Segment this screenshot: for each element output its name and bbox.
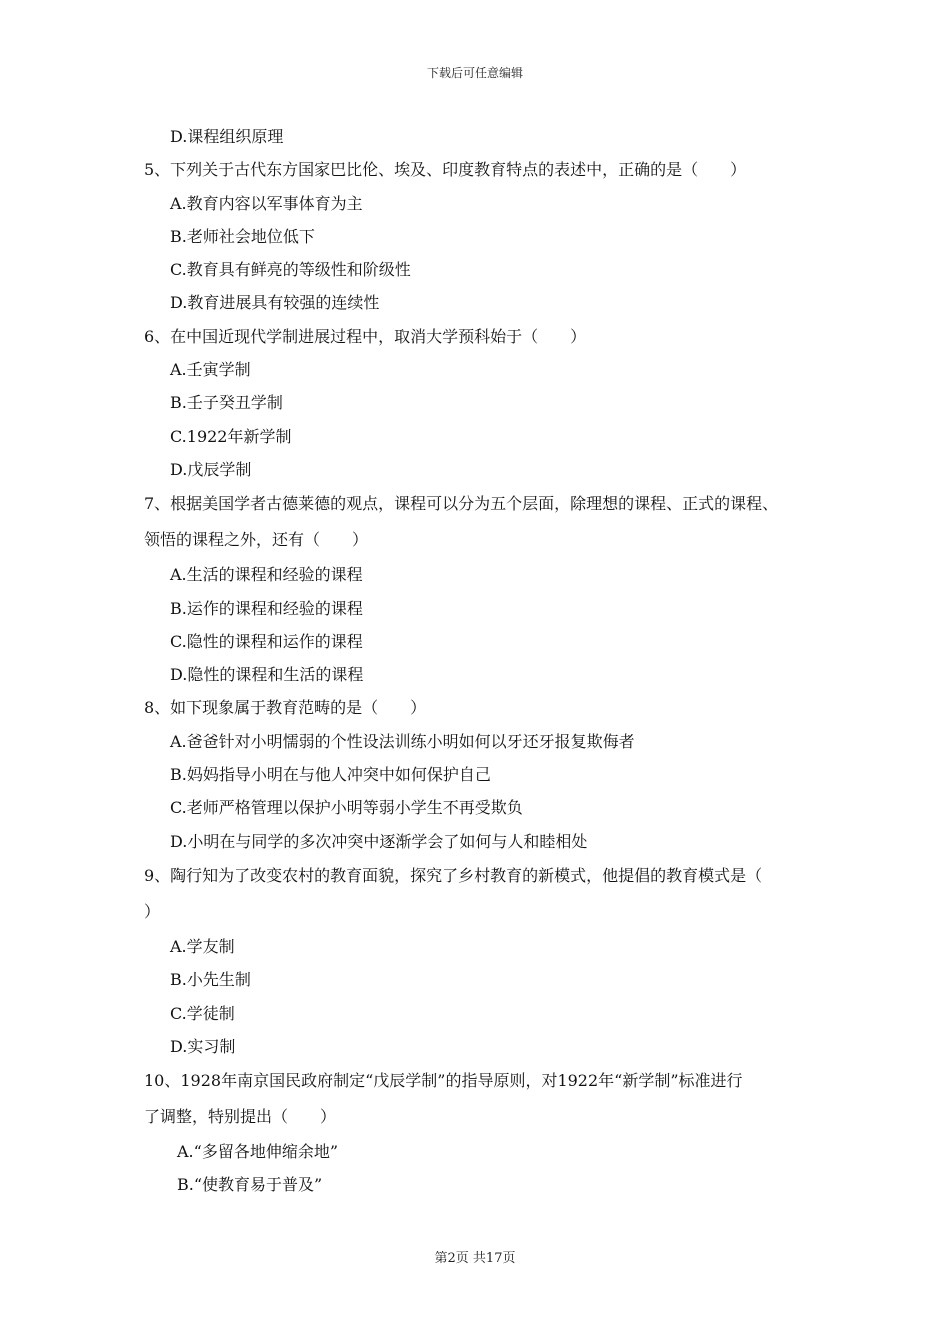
option-text: A.学友制 [170, 936, 235, 956]
page-header: 下载后可任意编辑 [426, 66, 523, 80]
option-text: B.壬子癸丑学制 [170, 393, 283, 413]
document-body [0, 120, 950, 1202]
option-text: D.实习制 [170, 1036, 236, 1056]
option-text: A.“多留各地伸缩余地” [177, 1142, 339, 1162]
option-text: B.老师社会地位低下 [170, 226, 315, 246]
option-text: B.小先生制 [170, 970, 251, 990]
option-text: C.教育具有鲜亮的等级性和阶级性 [170, 260, 411, 280]
question-text: 10、1928年南京国民政府制定“戊辰学制”的指导原则，对1922年“新学制”标准进行 [144, 1071, 743, 1091]
question-text: ） [144, 901, 161, 921]
option-text: A.生活的课程和经验的课程 [170, 565, 363, 585]
question-text: 领悟的课程之外，还有（ ） [144, 530, 369, 550]
option-text: A.教育内容以军事体育为主 [170, 193, 363, 213]
option-text: D.戊辰学制 [170, 459, 252, 479]
option-text: B.“使教育易于普及” [177, 1175, 323, 1195]
option-text: D.课程组织原理 [170, 127, 284, 146]
option-text: C.老师严格管理以保护小明等弱小学生不再受欺负 [170, 798, 523, 818]
option-text: D.小明在与同学的多次冲突中逐渐学会了如何与人和睦相处 [170, 831, 588, 851]
question-text: 6、在中国近现代学制进展过程中，取消大学预科始于（ ） [144, 326, 587, 346]
option-text: A.爸爸针对小明懦弱的个性设法训练小明如何以牙还牙报复欺侮者 [170, 731, 635, 751]
question-text: 7、根据美国学者古德莱德的观点，课程可以分为五个层面，除理想的课程、正式的课程、 [144, 494, 779, 514]
question-text: 8、如下现象属于教育范畴的是（ ） [144, 698, 427, 718]
option-text: D.隐性的课程和生活的课程 [170, 665, 364, 685]
question-text: 5、下列关于古代东方国家巴比伦、埃及、印度教育特点的表述中，正确的是（ ） [144, 160, 747, 180]
option-text: D.教育进展具有较强的连续性 [170, 293, 380, 313]
option-text: C.学徒制 [170, 1003, 235, 1023]
option-text: A.壬寅学制 [170, 360, 251, 380]
question-text: 9、陶行知为了改变农村的教育面貌，探究了乡村教育的新模式，他提倡的教育模式是（ [144, 865, 763, 885]
option-text: B.运作的课程和经验的课程 [170, 598, 363, 618]
option-text: B.妈妈指导小明在与他人冲突中如何保护自己 [170, 765, 491, 785]
page-footer: 第2页 共17页 [434, 1251, 516, 1266]
option-text: C.隐性的课程和运作的课程 [170, 631, 363, 651]
question-text: 了调整，特别提出（ ） [144, 1107, 337, 1127]
option-text: C.1922年新学制 [170, 426, 292, 446]
